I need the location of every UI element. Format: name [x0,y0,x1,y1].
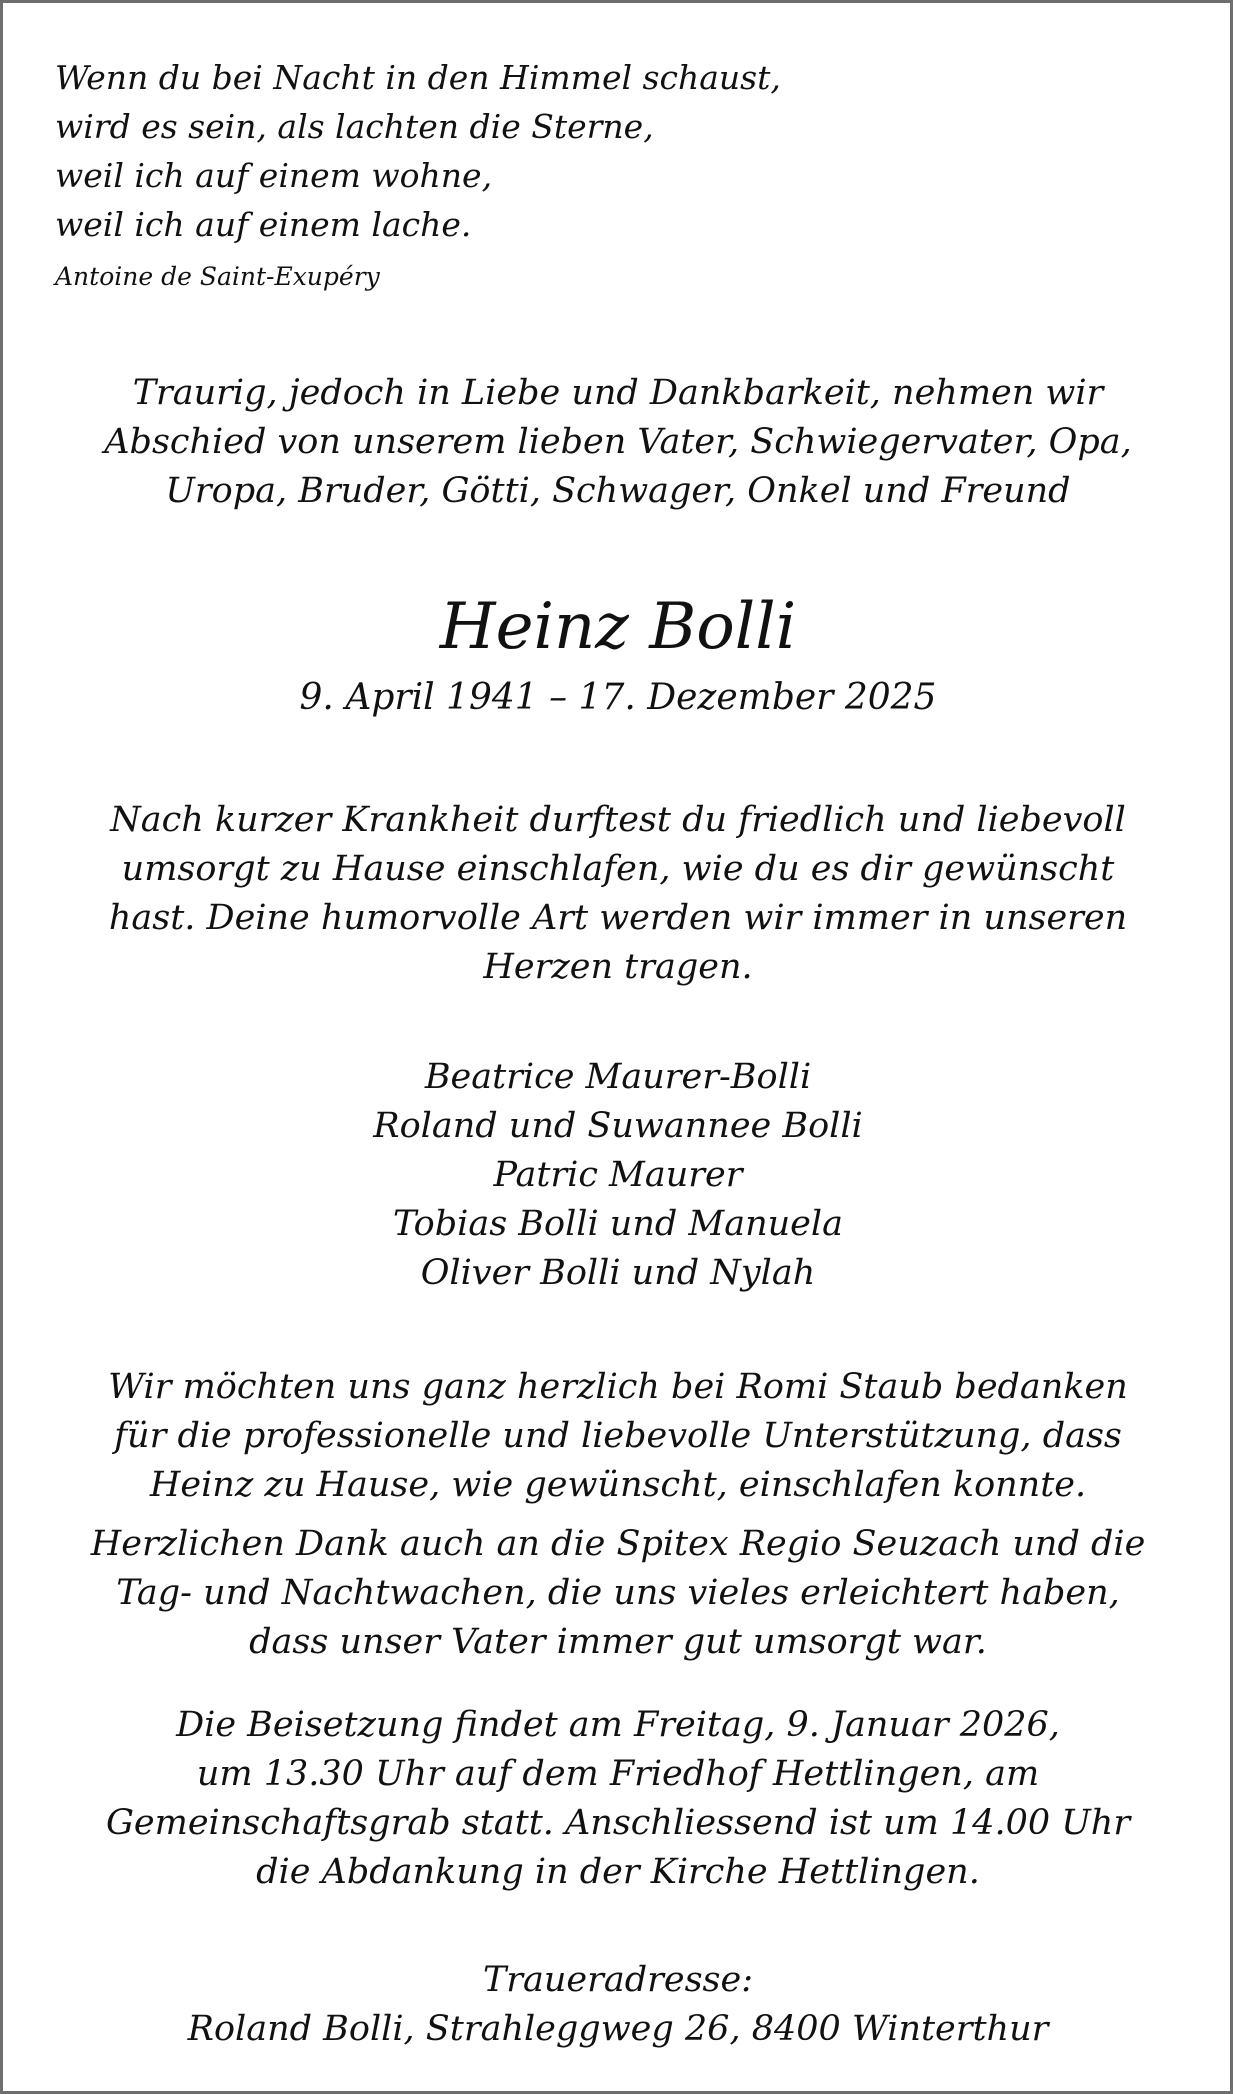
thanks-line: dass unser Vater immer gut umsorgt war. [249,1622,987,1662]
thanks-line: Heinz zu Hause, wie gewünscht, einschlafen konnte. [149,1465,1087,1505]
life-dates: 9. April 1941 – 17. Dezember 2025 [299,677,937,718]
mourning-address [43,1956,1193,2054]
intro-text [43,369,1193,516]
family-member: Tobias Bolli und Manuela [393,1204,843,1244]
funeral-line: Die Beisetzung findet am Freitag, 9. Januar 2026, [176,1705,1060,1745]
poem-line: wird es sein, als lachten die Sterne, [55,107,654,146]
thanks-line: Wir möchten uns ganz herzlich bei Romi Staub bedanken [108,1367,1128,1407]
message-line: Nach kurzer Krankheit durftest du friedlich und liebevoll [110,800,1126,840]
farewell-message [43,796,1193,992]
deceased-name: Heinz Bolli [439,590,797,664]
intro-line: Abschied von unserem lieben Vater, Schwiegervater, Opa, [104,422,1132,462]
funeral-details [43,1701,1193,1897]
poem-line: weil ich auf einem lache. [55,205,472,244]
poem-author: Antoine de Saint-Exupéry [55,262,380,291]
message-line: Herzen tragen. [483,947,753,987]
poem-line: Wenn du bei Nacht in den Himmel schaust, [55,58,781,97]
message-line: umsorgt zu Hause einschlafen, wie du es dir gewünscht [121,849,1115,889]
poem-line: weil ich auf einem wohne, [55,156,493,195]
funeral-line: Gemeinschaftsgrab statt. Anschliessend ist um 14.00 Uhr [105,1803,1131,1843]
family-member: Beatrice Maurer-Bolli [424,1057,812,1097]
family-member: Oliver Bolli und Nylah [420,1253,816,1293]
message-line: hast. Deine humorvolle Art werden wir immer in unseren [108,898,1128,938]
address-label: Traueradresse: [482,1960,754,2000]
address-value: Roland Bolli, Strahleggweg 26, 8400 Winterthur [187,2009,1049,2049]
thanks-line: Tag- und Nachtwachen, die uns vieles erleichtert haben, [116,1573,1120,1613]
thanks-paragraph-2 [43,1520,1193,1667]
family-member: Roland und Suwannee Bolli [373,1106,863,1146]
intro-line: Traurig, jedoch in Liebe und Dankbarkeit, nehmen wir [132,373,1104,413]
thanks-line: für die professionelle und liebevolle Unterstützung, dass [114,1416,1122,1456]
family-member: Patric Maurer [493,1155,743,1195]
poem-quote [55,53,1155,295]
funeral-line: um 13.30 Uhr auf dem Friedhof Hettlingen, am [196,1754,1040,1794]
funeral-line: die Abdankung in der Kirche Hettlingen. [256,1852,980,1892]
intro-line: Uropa, Bruder, Götti, Schwager, Onkel und Freund [165,471,1071,511]
family-list [43,1053,1193,1298]
thanks-paragraph-1 [43,1363,1193,1510]
thanks-line: Herzlichen Dank auch an die Spitex Regio Seuzach und die [90,1524,1146,1564]
